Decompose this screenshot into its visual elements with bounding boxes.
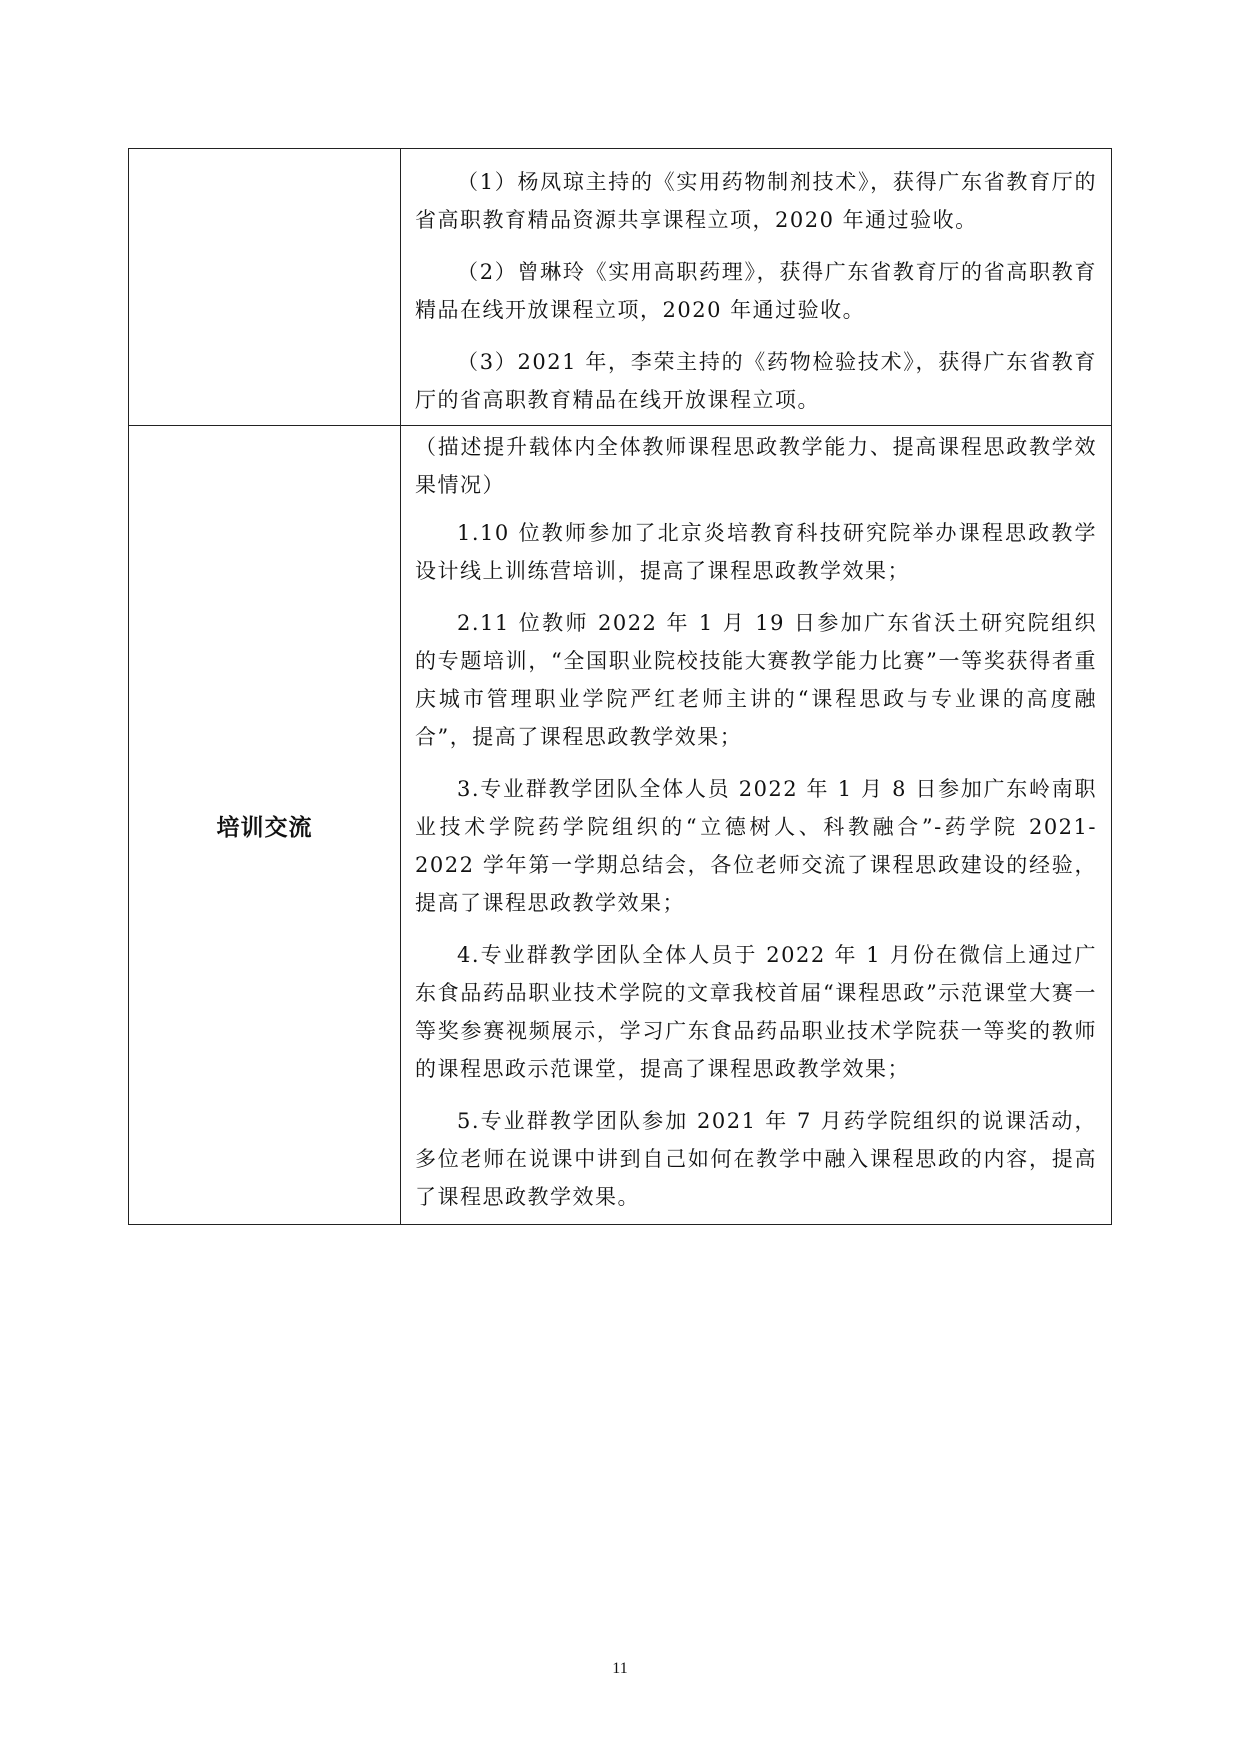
paragraph: 2.11 位教师 2022 年 1 月 19 日参加广东省沃土研究院组织的专题培训，“全国职业院校技能大赛教学能力比赛”一等奖获得者重庆城市管理职业学院严红老师主讲的“课程思政与专业课的高度融合”，提高了课程思政教学效果； [415, 611, 1097, 749]
paragraph: （3）2021 年，李荣主持的《药物检验技术》，获得广东省教育厅的省高职教育精品在线开放课程立项。 [415, 350, 1097, 412]
document-table [128, 148, 1112, 1225]
content-cell [401, 149, 1112, 426]
paragraph: 5.专业群教学团队参加 2021 年 7 月药学院组织的说课活动，多位老师在说课中讲到自己如何在教学中融入课程思政的内容，提高了课程思政教学效果。 [415, 1109, 1097, 1209]
page-number: 11 [612, 1660, 628, 1677]
paragraph: 4.专业群教学团队全体人员于 2022 年 1 月份在微信上通过广东食品药品职业技术学院的文章我校首届“课程思政”示范课堂大赛一等奖参赛视频展示，学习广东食品药品职业技术学院获一等奖的教师的课程思政示范课堂，提高了课程思政教学效果； [415, 943, 1097, 1081]
paragraph: （2）曾琳玲《实用高职药理》，获得广东省教育厅的省高职教育精品在线开放课程立项，2020 年通过验收。 [415, 260, 1097, 322]
paragraph: （1）杨凤琼主持的《实用药物制剂技术》，获得广东省教育厅的省高职教育精品资源共享课程立项，2020 年通过验收。 [415, 170, 1097, 232]
paragraph: 3.专业群教学团队全体人员 2022 年 1 月 8 日参加广东岭南职业技术学院药学院组织的“立德树人、科教融合”-药学院 2021-2022 学年第一学期总结会，各位老师交流了课程思政建设的经验，提高了课程思政教学效果； [415, 777, 1097, 915]
row-label-training: 培训交流 [216, 814, 313, 841]
intro-paragraph: （描述提升载体内全体教师课程思政教学能力、提高课程思政教学效果情况） [415, 435, 1097, 497]
table-row [129, 426, 1112, 1225]
label-cell-empty [129, 149, 401, 426]
paragraph: 1.10 位教师参加了北京炎培教育科技研究院举办课程思政教学设计线上训练营培训，提高了课程思政教学效果； [415, 521, 1097, 583]
table-row [129, 149, 1112, 426]
content-cell [401, 426, 1112, 1225]
label-cell [129, 426, 401, 1225]
